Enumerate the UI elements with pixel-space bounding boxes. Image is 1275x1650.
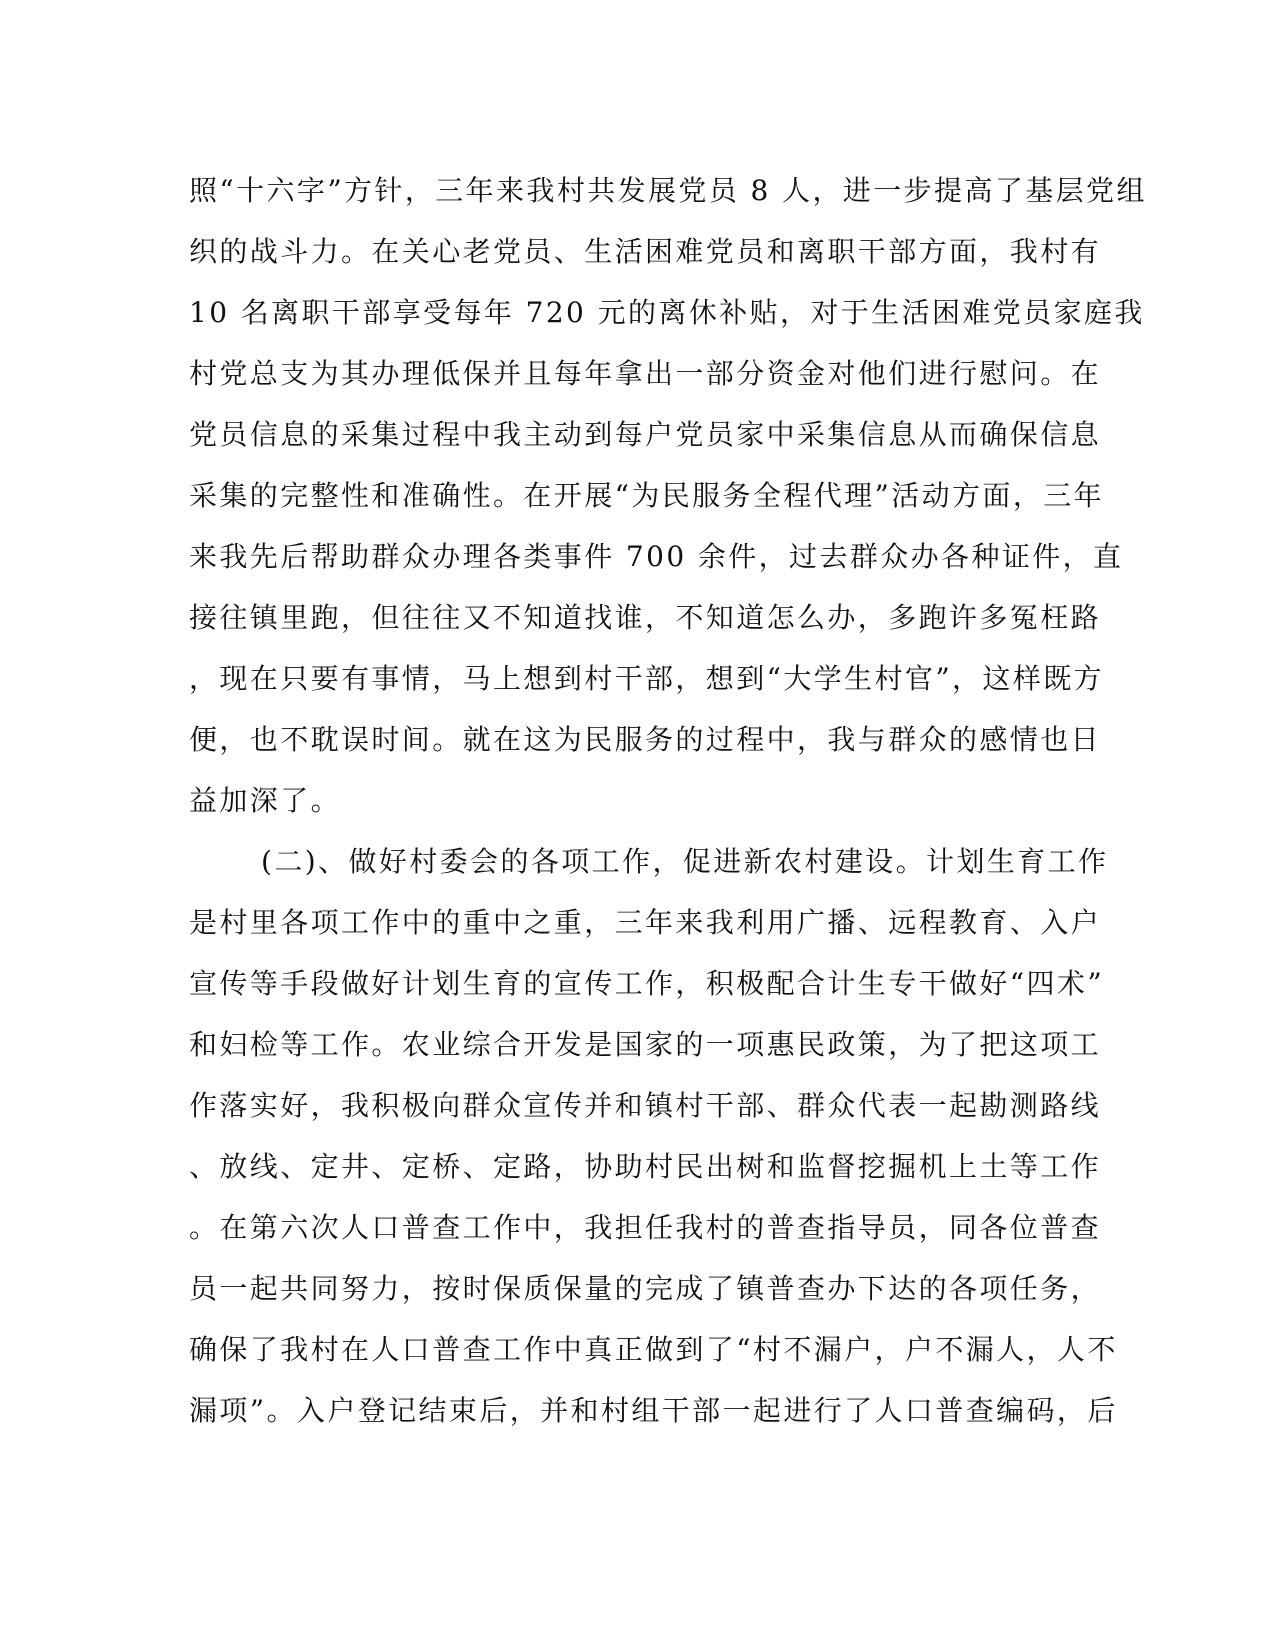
body-text — [189, 160, 1147, 1441]
text-line: 照“十六字”方针，三年来我村共发展党员 8 人，进一步提高了基层党组 — [189, 174, 1147, 207]
text-line: 漏项”。入户登记结束后，并和村组干部一起进行了人口普查编码，后 — [189, 1394, 1118, 1427]
text-line: ，现在只要有事情，马上想到村干部，想到“大学生村官”，这样既方 — [189, 662, 1105, 695]
text-line: 来我先后帮助群众办理各类事件 700 余件，过去群众办各种证件，直 — [189, 540, 1124, 573]
text-line: 村党总支为其办理低保并且每年拿出一部分资金对他们进行慰问。在 — [189, 357, 1102, 390]
text-line: 党员信息的采集过程中我主动到每户党员家中采集信息从而确保信息 — [189, 418, 1102, 451]
text-line: 、放线、定井、定桥、定路，协助村民出树和监督挖掘机上土等工作 — [189, 1150, 1102, 1183]
text-line: 益加深了。 — [189, 784, 342, 817]
text-line: 10 名离职干部享受每年 720 元的离休补贴，对于生活困难党员家庭我 — [189, 296, 1145, 329]
text-line: 员一起共同努力，按时保质保量的完成了镇普查办下达的各项任务， — [189, 1272, 1102, 1305]
text-line: 和妇检等工作。农业综合开发是国家的一项惠民政策，为了把这项工 — [189, 1028, 1102, 1061]
text-line: 便，也不耽误时间。就在这为民服务的过程中，我与群众的感情也日 — [189, 723, 1102, 756]
text-line: 织的战斗力。在关心老党员、生活困难党员和离职干部方面，我村有 — [189, 235, 1102, 268]
text-line: 是村里各项工作中的重中之重，三年来我利用广播、远程教育、入户 — [189, 906, 1102, 939]
text-line: 作落实好，我积极向群众宣传并和镇村干部、群众代表一起勘测路线 — [189, 1089, 1102, 1122]
text-line: 接往镇里跑，但往往又不知道找谁，不知道怎么办，多跑许多冤枉路 — [189, 601, 1102, 634]
text-line: 。在第六次人口普查工作中，我担任我村的普查指导员，同各位普查 — [189, 1211, 1102, 1244]
paragraph-heading-line: (二)、做好村委会的各项工作，促进新农村建设。计划生育工作 — [261, 845, 1109, 878]
text-line: 宣传等手段做好计划生育的宣传工作，积极配合计生专干做好“四术” — [189, 967, 1105, 1000]
text-line: 采集的完整性和准确性。在开展“为民服务全程代理”活动方面，三年 — [189, 479, 1105, 512]
text-line: 确保了我村在人口普查工作中真正做到了“村不漏户，户不漏人，人不 — [189, 1333, 1118, 1366]
